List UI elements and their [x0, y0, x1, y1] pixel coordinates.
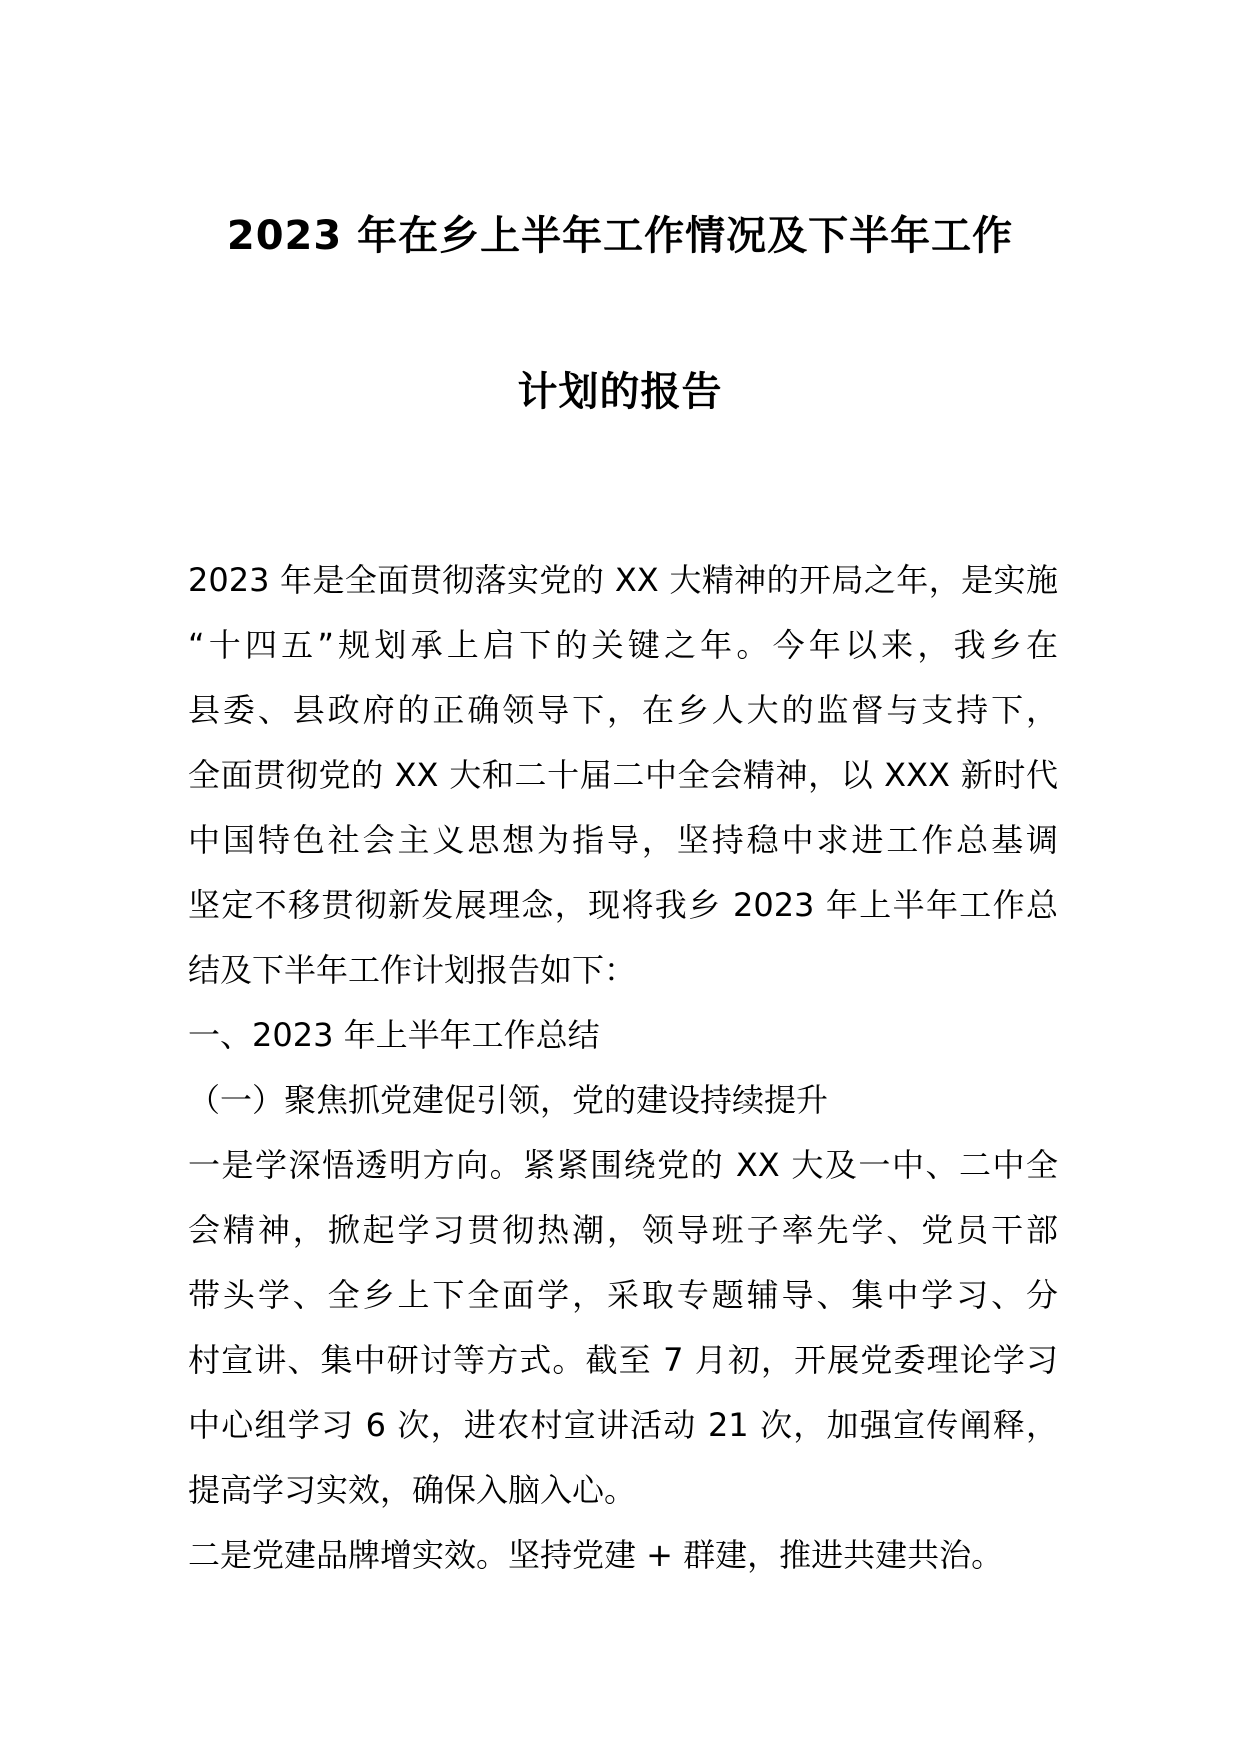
subsection-heading: （一）聚焦抓党建促引领，党的建设持续提升 — [188, 1081, 829, 1119]
body-line: “十四五”规划承上启下的关键之年。今年以来，我乡在 — [188, 626, 1058, 664]
section-heading: 一、2023 年上半年工作总结 — [188, 1016, 600, 1054]
body-line: 带头学、全乡上下全面学，采取专题辅导、集中学习、分 — [188, 1276, 1058, 1314]
body-line: 中国特色社会主义思想为指导，坚持稳中求进工作总基调 — [188, 821, 1058, 859]
body-line: 全面贯彻党的 XX 大和二十届二中全会精神，以 XXX 新时代 — [188, 756, 1058, 794]
body-line: 村宣讲、集中研讨等方式。截至 7 月初，开展党委理论学习 — [188, 1341, 1058, 1379]
document-body — [188, 548, 1058, 1588]
body-line: 一是学深悟透明方向。紧紧围绕党的 XX 大及一中、二中全 — [188, 1146, 1058, 1184]
body-line: 结及下半年工作计划报告如下： — [188, 951, 637, 989]
body-line: 会精神，掀起学习贯彻热潮，领导班子率先学、党员干部 — [188, 1211, 1058, 1249]
document-title-line-1: 2023 年在乡上半年工作情况及下半年工作 — [226, 213, 1014, 259]
body-line: 县委、县政府的正确领导下，在乡人大的监督与支持下， — [188, 691, 1058, 729]
body-line: 二是党建品牌增实效。坚持党建 + 群建，推进共建共治。 — [188, 1536, 1004, 1574]
body-line: 中心组学习 6 次，进农村宣讲活动 21 次，加强宣传阐释， — [188, 1406, 1058, 1444]
body-line: 提高学习实效，确保入脑入心。 — [188, 1471, 637, 1509]
body-line: 坚定不移贯彻新发展理念，现将我乡 2023 年上半年工作总 — [188, 886, 1058, 924]
body-line: 2023 年是全面贯彻落实党的 XX 大精神的开局之年，是实施 — [188, 561, 1058, 599]
document-title-line-2: 计划的报告 — [517, 369, 723, 415]
